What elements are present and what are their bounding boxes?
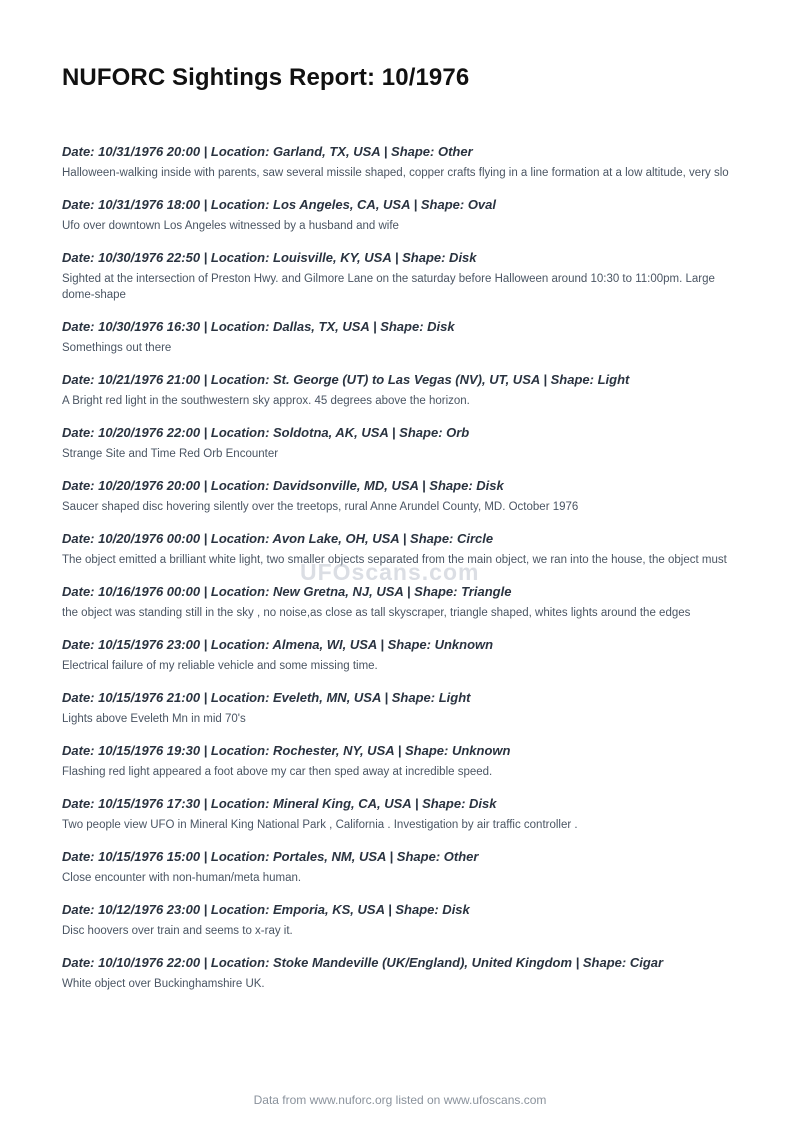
sighting-entry	[62, 636, 737, 674]
sightings-list	[62, 143, 737, 1007]
sighting-entry	[62, 795, 737, 833]
sighting-header: Date: 10/10/1976 22:00 | Location: Stoke Mandeville (UK/England), United Kingdom | Shape: Cigar	[62, 955, 664, 970]
sighting-description: the object was standing still in the sky , no noise,as close as tall skyscraper, triangle shaped, whites lights around the edges	[62, 607, 691, 619]
sighting-entry	[62, 901, 737, 939]
sighting-description: Sighted at the intersection of Preston Hwy. and Gilmore Lane on the saturday before Halloween around 10:30 to 11:00pm. Large dome-shape	[62, 273, 715, 301]
sighting-header: Date: 10/20/1976 00:00 | Location: Avon Lake, OH, USA | Shape: Circle	[62, 531, 494, 546]
sighting-header: Date: 10/30/1976 22:50 | Location: Louisville, KY, USA | Shape: Disk	[62, 250, 477, 265]
sighting-header: Date: 10/15/1976 17:30 | Location: Mineral King, CA, USA | Shape: Disk	[62, 796, 497, 811]
sighting-description: White object over Buckinghamshire UK.	[62, 978, 265, 990]
sighting-description: Close encounter with non-human/meta human.	[62, 872, 302, 884]
sighting-header: Date: 10/15/1976 23:00 | Location: Almena, WI, USA | Shape: Unknown	[62, 637, 494, 652]
watermark: UFOscans.com	[300, 559, 480, 585]
sighting-entry	[62, 530, 737, 568]
sighting-entry	[62, 583, 737, 621]
page-title: NUFORC Sightings Report: 10/1976	[62, 64, 470, 91]
sighting-entry	[62, 196, 737, 234]
sighting-entry	[62, 954, 737, 992]
sighting-entry	[62, 477, 737, 515]
sighting-header: Date: 10/31/1976 20:00 | Location: Garland, TX, USA | Shape: Other	[62, 144, 473, 159]
sighting-entry	[62, 143, 737, 181]
sighting-header: Date: 10/15/1976 15:00 | Location: Portales, NM, USA | Shape: Other	[62, 849, 479, 864]
sighting-description: Two people view UFO in Mineral King National Park , California . Investigation by air traffic controller .	[62, 819, 578, 831]
sighting-entry	[62, 742, 737, 780]
sighting-description: Halloween-walking inside with parents, saw several missile shaped, copper crafts flying in a line formation at a low altitude, very slo	[62, 167, 729, 179]
sighting-description: Disc hoovers over train and seems to x-ray it.	[62, 925, 293, 937]
sighting-header: Date: 10/21/1976 21:00 | Location: St. George (UT) to Las Vegas (NV), UT, USA | Shape: Light	[62, 372, 630, 387]
sighting-header: Date: 10/15/1976 21:00 | Location: Eveleth, MN, USA | Shape: Light	[62, 690, 471, 705]
sighting-entry	[62, 689, 737, 727]
sighting-entry	[62, 371, 737, 409]
sighting-header: Date: 10/12/1976 23:00 | Location: Emporia, KS, USA | Shape: Disk	[62, 902, 470, 917]
sighting-description: Saucer shaped disc hovering silently over the treetops, rural Anne Arundel County, MD. October 1976	[62, 501, 579, 513]
sighting-header: Date: 10/15/1976 19:30 | Location: Rochester, NY, USA | Shape: Unknown	[62, 743, 511, 758]
sighting-entry	[62, 424, 737, 462]
sighting-description: Ufo over downtown Los Angeles witnessed by a husband and wife	[62, 220, 399, 232]
sighting-header: Date: 10/31/1976 18:00 | Location: Los Angeles, CA, USA | Shape: Oval	[62, 197, 497, 212]
sighting-entry	[62, 318, 737, 356]
sighting-header: Date: 10/16/1976 00:00 | Location: New Gretna, NJ, USA | Shape: Triangle	[62, 584, 512, 599]
sighting-description: Flashing red light appeared a foot above my car then sped away at incredible speed.	[62, 766, 493, 778]
sighting-header: Date: 10/30/1976 16:30 | Location: Dallas, TX, USA | Shape: Disk	[62, 319, 455, 334]
sighting-description: Strange Site and Time Red Orb Encounter	[62, 448, 279, 460]
footer-credit: Data from www.nuforc.org listed on www.ufoscans.com	[253, 1093, 547, 1107]
sighting-description: The object emitted a brilliant white light, two smaller objects separated from the main object, we ran into the house, the object must	[62, 554, 727, 566]
sighting-description: A Bright red light in the southwestern sky approx. 45 degrees above the horizon.	[62, 395, 470, 407]
sighting-entry	[62, 249, 737, 303]
sighting-header: Date: 10/20/1976 20:00 | Location: Davidsonville, MD, USA | Shape: Disk	[62, 478, 504, 493]
sighting-description: Electrical failure of my reliable vehicle and some missing time.	[62, 660, 378, 672]
sighting-description: Lights above Eveleth Mn in mid 70's	[62, 713, 246, 725]
sighting-header: Date: 10/20/1976 22:00 | Location: Soldotna, AK, USA | Shape: Orb	[62, 425, 470, 440]
sighting-entry	[62, 848, 737, 886]
sighting-description: Somethings out there	[62, 342, 172, 354]
